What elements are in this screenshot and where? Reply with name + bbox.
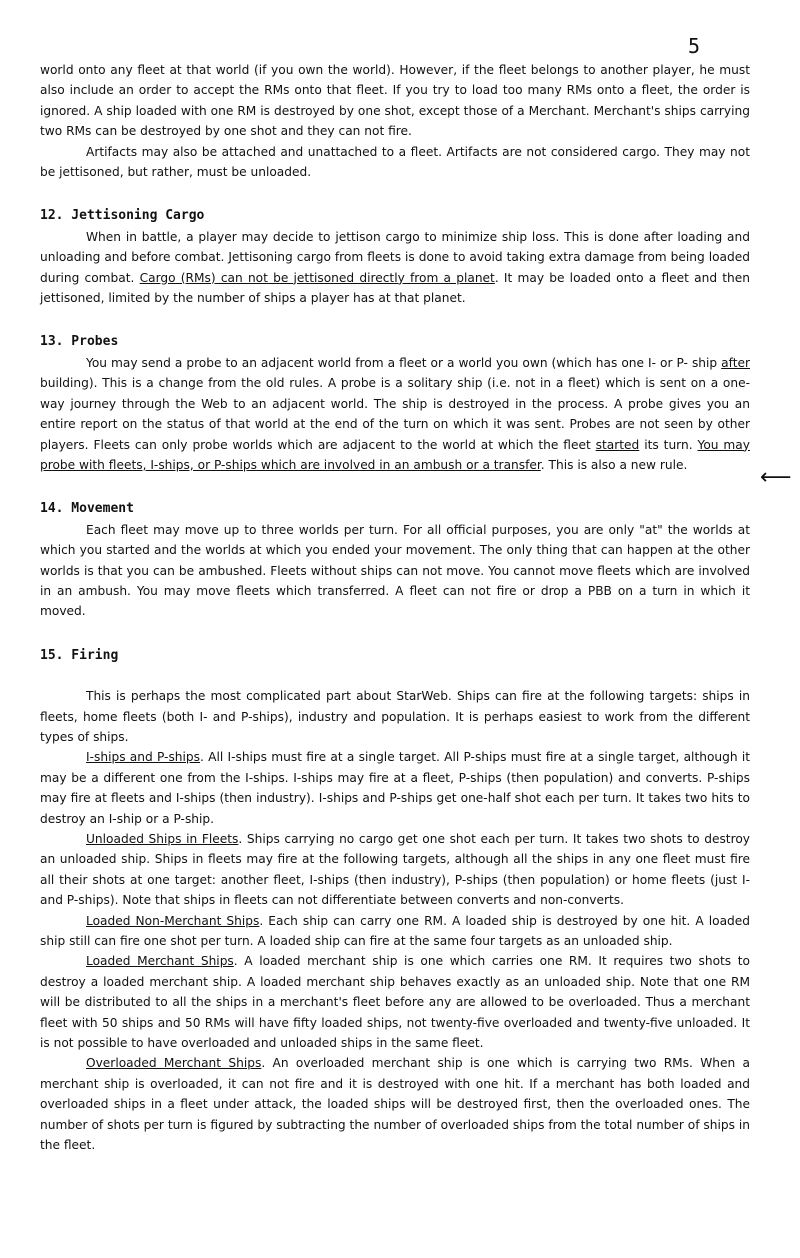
underlined-text: You may probe with fleets, I-ships, or P-ships which are involved in an ambush or a transfer xyxy=(40,437,750,472)
section-15-heading: 15. Firing xyxy=(40,647,119,663)
subsection-title: Overloaded Merchant Ships xyxy=(86,1056,262,1071)
text-span: . Each ship can carry one RM. A loaded ship is destroyed by one hit. A loaded ship still can fire one shot per turn. A loaded ship can fire at the same four targets as an unloaded ship. xyxy=(40,913,751,949)
document-body xyxy=(40,60,750,1156)
subsection-title: I-ships and P-ships xyxy=(86,750,200,765)
text-span: . Ships carrying no cargo get one shot each per turn. It takes two shots to destroy an unloaded ship. Ships in fleets may fire at the following targets, although all the ships in any one fleet must fire all their shots at one target: another fleet, I-ships (then industry), P-ships (then population) or home fleets (just I- and P-ships). Note that ships in fleets can not differentiate between converts and non-converts. xyxy=(40,832,750,908)
underlined-text: started xyxy=(595,437,640,452)
section-15-intro: This is perhaps the most complicated part about StarWeb. Ships can fire at the following targets: ships in fleets, home fleets (both I- and P-ships), industry and population. It is perhaps easiest to work from the different types of ships. xyxy=(40,689,750,744)
section-14 xyxy=(40,499,750,621)
page-number: 5 xyxy=(688,34,701,58)
section-12 xyxy=(40,206,750,308)
subsection-i-p-ships xyxy=(40,747,750,829)
text-span: . It may be loaded onto a fleet and then jettisoned, limited by the number of ships a player has at that planet. xyxy=(40,270,750,306)
text-span: . All I-ships must fire at a single target. All P-ships must fire at a single target, although it may be a different one from the I-ships. I-ships may fire at a fleet, P-ships (then population) and converts. P-ships may fire at fleets and I-ships (then industry). I-ships and P-ships get one-half shot each per turn. It takes two hits to destroy an I-ship or a P-ship. xyxy=(40,750,750,826)
section-13-paragraph xyxy=(40,353,750,475)
text-span: You may send a probe to an adjacent world from a fleet or a world you own (which has one I- or P- ship xyxy=(86,355,722,370)
section-14-heading: 14. Movement xyxy=(40,501,134,517)
spacer xyxy=(40,666,750,686)
intro-paragraph-2: Artifacts may also be attached and unattached to a fleet. Artifacts are not considered cargo. They may not be jettisoned, but rather, must be unloaded. xyxy=(40,144,750,180)
section-14-paragraph: Each fleet may move up to three worlds per turn. For all official purposes, you are only "at" the worlds at which you started and the worlds at which you ended your movement. The only thing that can happen at the other worlds is that you can be ambushed. Fleets without ships can not move. You cannot move fleets which are involved in an ambush. You may move fleets which transferred. A fleet can not fire or drop a PBB on a turn in which it moved. xyxy=(40,522,750,619)
section-12-paragraph xyxy=(40,227,750,309)
text-span: its turn. xyxy=(639,437,698,452)
subsection-title: Loaded Merchant Ships xyxy=(86,954,234,969)
subsection-title: Loaded Non-Merchant Ships xyxy=(86,913,260,928)
text-span: When in battle, a player may decide to jettison cargo to minimize ship loss. This is done after loading and unloading and before combat. Jettisoning cargo from fleets is done to avoid taking extra damage from being loaded during combat. xyxy=(40,229,750,285)
underlined-text: after xyxy=(721,355,750,370)
subsection-title: Unloaded Ships in Fleets xyxy=(86,832,239,846)
text-span: . This is also a new rule. xyxy=(540,457,688,472)
text-span: . An overloaded merchant ship is one which is carrying two RMs. When a merchant ship is overloaded, it can not fire and it is destroyed with one hit. If a merchant has both loaded and overloaded ships in a fleet under attack, the loaded ships will be destroyed first, then the overloaded ones. The number of shots per turn is figured by subtracting the number of overloaded ships from the total number of ships in the fleet. xyxy=(40,1056,751,1153)
section-13-heading: 13. Probes xyxy=(40,334,119,350)
section-13 xyxy=(40,332,750,475)
subsection-overloaded-merchant xyxy=(40,1053,750,1155)
section-12-heading: 12. Jettisoning Cargo xyxy=(40,208,205,224)
text-span: . A loaded merchant ship is one which carries one RM. It requires two shots to destroy a loaded merchant ship. A loaded merchant ship behaves exactly as an unloaded ship. Note that one RM will be distributed to all the ships in a merchant's fleet before any are allowed to be overloaded. Thus a merchant fleet with 50 ships and 50 RMs will have fifty loaded ships, not twenty-five overloaded and twenty-five unloaded. It is not possible to have overloaded and unloaded ships in the same fleet. xyxy=(40,954,751,1051)
subsection-loaded-non-merchant xyxy=(40,911,750,952)
underlined-text: Cargo (RMs) can not be jettisoned directly from a planet xyxy=(139,270,495,285)
text-span: building). This is a change from the old rules. A probe is a solitary ship (i.e. not in a fleet) which is sent on a one-way journey through the Web to an adjacent world. The ship is destroyed in the process. A probe gives you an entire report on the status of that world at the end of the turn on which it was sent. Probes are not seen by other players. Fleets can only probe worlds which are adjacent to the world at which the fleet xyxy=(40,376,750,452)
section-15 xyxy=(40,646,750,1156)
intro-paragraph-1: world onto any fleet at that world (if you own the world). However, if the fleet belongs to another player, he must also include an order to accept the RMs onto that fleet. If you try to load too many RMs onto a fleet, the order is ignored. A ship loaded with one RM is destroyed by one shot, except those of a Merchant. Merchant's ships carrying two RMs can be destroyed by one shot and they can not fire. xyxy=(40,63,750,139)
subsection-loaded-merchant xyxy=(40,951,750,1053)
margin-arrow-icon: ⟵ xyxy=(760,465,792,490)
subsection-unloaded-ships xyxy=(40,829,750,911)
